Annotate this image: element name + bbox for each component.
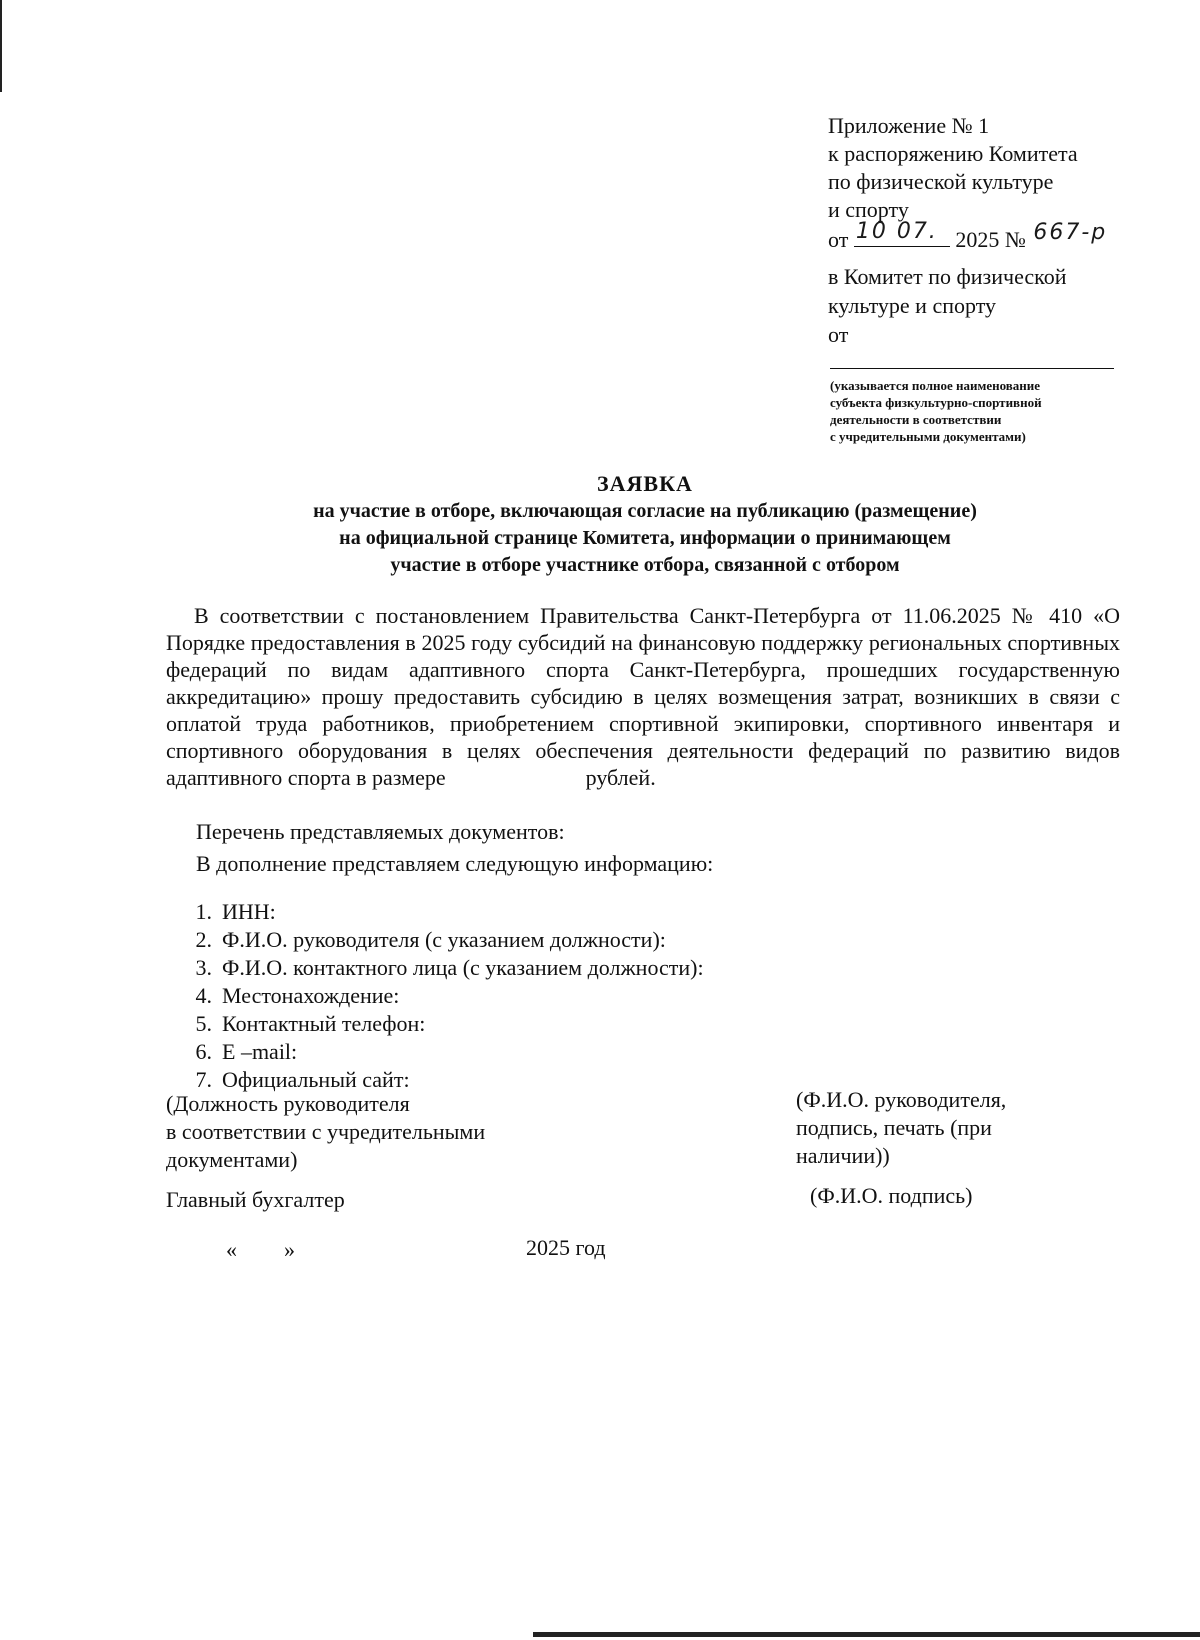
caption-line: подпись, печать (при xyxy=(796,1115,992,1140)
head-signature-caption xyxy=(796,1086,1006,1170)
item-label: Ф.И.О. руководителя (с указанием должности): xyxy=(222,927,666,952)
item-label: ИНН: xyxy=(222,899,276,924)
sender-note xyxy=(830,377,1042,445)
appendix-line: Приложение № 1 xyxy=(828,113,990,138)
caption-line: в соответствии с учредительными xyxy=(166,1119,486,1144)
item-label: Местонахождение: xyxy=(222,983,400,1008)
year-number-label: 2025 № xyxy=(955,227,1026,252)
item-number: 3. xyxy=(195,955,212,980)
addressee-block xyxy=(828,262,1067,349)
document-subtitle xyxy=(160,498,1130,579)
handwritten-date: 10 07. xyxy=(855,219,938,244)
item-number: 7. xyxy=(195,1067,212,1092)
item-label: Официальный сайт: xyxy=(222,1067,410,1092)
subtitle-line: участие в отборе участнике отбора, связанной с отбором xyxy=(390,554,900,576)
list-item xyxy=(176,926,704,954)
caption-line: наличии)) xyxy=(796,1143,890,1168)
date-prefix: от xyxy=(828,227,849,252)
accountant-signature-caption: (Ф.И.О. подпись) xyxy=(810,1183,973,1208)
appendix-line: и спорту xyxy=(828,197,909,222)
list-item xyxy=(176,982,704,1010)
date-quote-open: « xyxy=(226,1237,237,1262)
subtitle-line: на официальной странице Комитета, информации о принимающем xyxy=(339,527,951,549)
date-field xyxy=(854,219,950,247)
sender-note-line: субъекта физкультурно-спортивной xyxy=(830,395,1042,410)
appendix-line: по физической культуре xyxy=(828,169,1054,194)
addressee-line: культуре и спорту xyxy=(828,293,997,318)
caption-line: (Должность руководителя xyxy=(166,1091,410,1116)
currency-label: рублей. xyxy=(585,765,656,790)
appendix-header xyxy=(828,112,1111,254)
caption-line: (Ф.И.О. руководителя, xyxy=(796,1087,1007,1112)
info-list xyxy=(176,898,704,1094)
document-title: ЗАЯВКА xyxy=(597,471,693,496)
caption-line: документами) xyxy=(166,1147,298,1172)
additional-info-label: В дополнение представляем следующую информацию: xyxy=(196,851,714,876)
item-number: 2. xyxy=(195,927,212,952)
list-item xyxy=(176,1010,704,1038)
handwritten-number: 667-р xyxy=(1033,220,1108,245)
item-number: 6. xyxy=(195,1039,212,1064)
addressee-line: в Комитет по физической xyxy=(828,264,1067,289)
sender-note-line: с учредительными документами) xyxy=(830,429,1026,444)
head-position-caption xyxy=(166,1090,485,1174)
date-quote-close: » xyxy=(284,1237,295,1262)
request-paragraph xyxy=(166,602,1120,791)
appendix-line: к распоряжению Комитета xyxy=(828,141,1078,166)
request-text: В соответствии с постановлением Правительства Санкт-Петербурга от 11.06.2025 № 410 «О Порядке предоставления в 2025 году субсидий на финансовую поддержку региональных спортивных федераций по видам адаптивного спорта Санкт-Петербурга, прошедших государственную аккредитацию» прошу предоставить субсидию в целях возмещения затрат, возникших в связи с оплатой труда работников, приобретением спортивной экипировки, спортивного инвентаря и спортивного оборудования в целях обеспечения деятельности федераций по развитию видов адаптивного спорта в размере xyxy=(166,603,1120,790)
sender-note-line: деятельности в соответствии xyxy=(830,412,1002,427)
accountant-label: Главный бухгалтер xyxy=(166,1187,345,1212)
order-date-line xyxy=(828,219,1111,254)
signing-year: 2025 год xyxy=(526,1235,606,1260)
list-item xyxy=(176,1038,704,1066)
subtitle-line: на участие в отборе, включающая согласие на публикацию (размещение) xyxy=(313,500,977,522)
scan-edge-mark xyxy=(533,1632,1200,1637)
list-item xyxy=(176,954,704,982)
sender-note-line: (указывается полное наименование xyxy=(830,378,1041,393)
sender-name-underline xyxy=(830,368,1114,369)
item-label: E –mail: xyxy=(222,1039,298,1064)
number-field xyxy=(1031,220,1111,247)
list-item xyxy=(176,898,704,926)
item-label: Ф.И.О. контактного лица (с указанием должности): xyxy=(222,955,704,980)
item-number: 5. xyxy=(195,1011,212,1036)
item-label: Контактный телефон: xyxy=(222,1011,426,1036)
scan-edge-mark xyxy=(0,0,2,92)
item-number: 1. xyxy=(195,899,212,924)
item-number: 4. xyxy=(195,983,212,1008)
documents-list-label: Перечень представляемых документов: xyxy=(196,819,565,844)
document-heading xyxy=(160,470,1130,579)
from-label: от xyxy=(828,322,849,347)
